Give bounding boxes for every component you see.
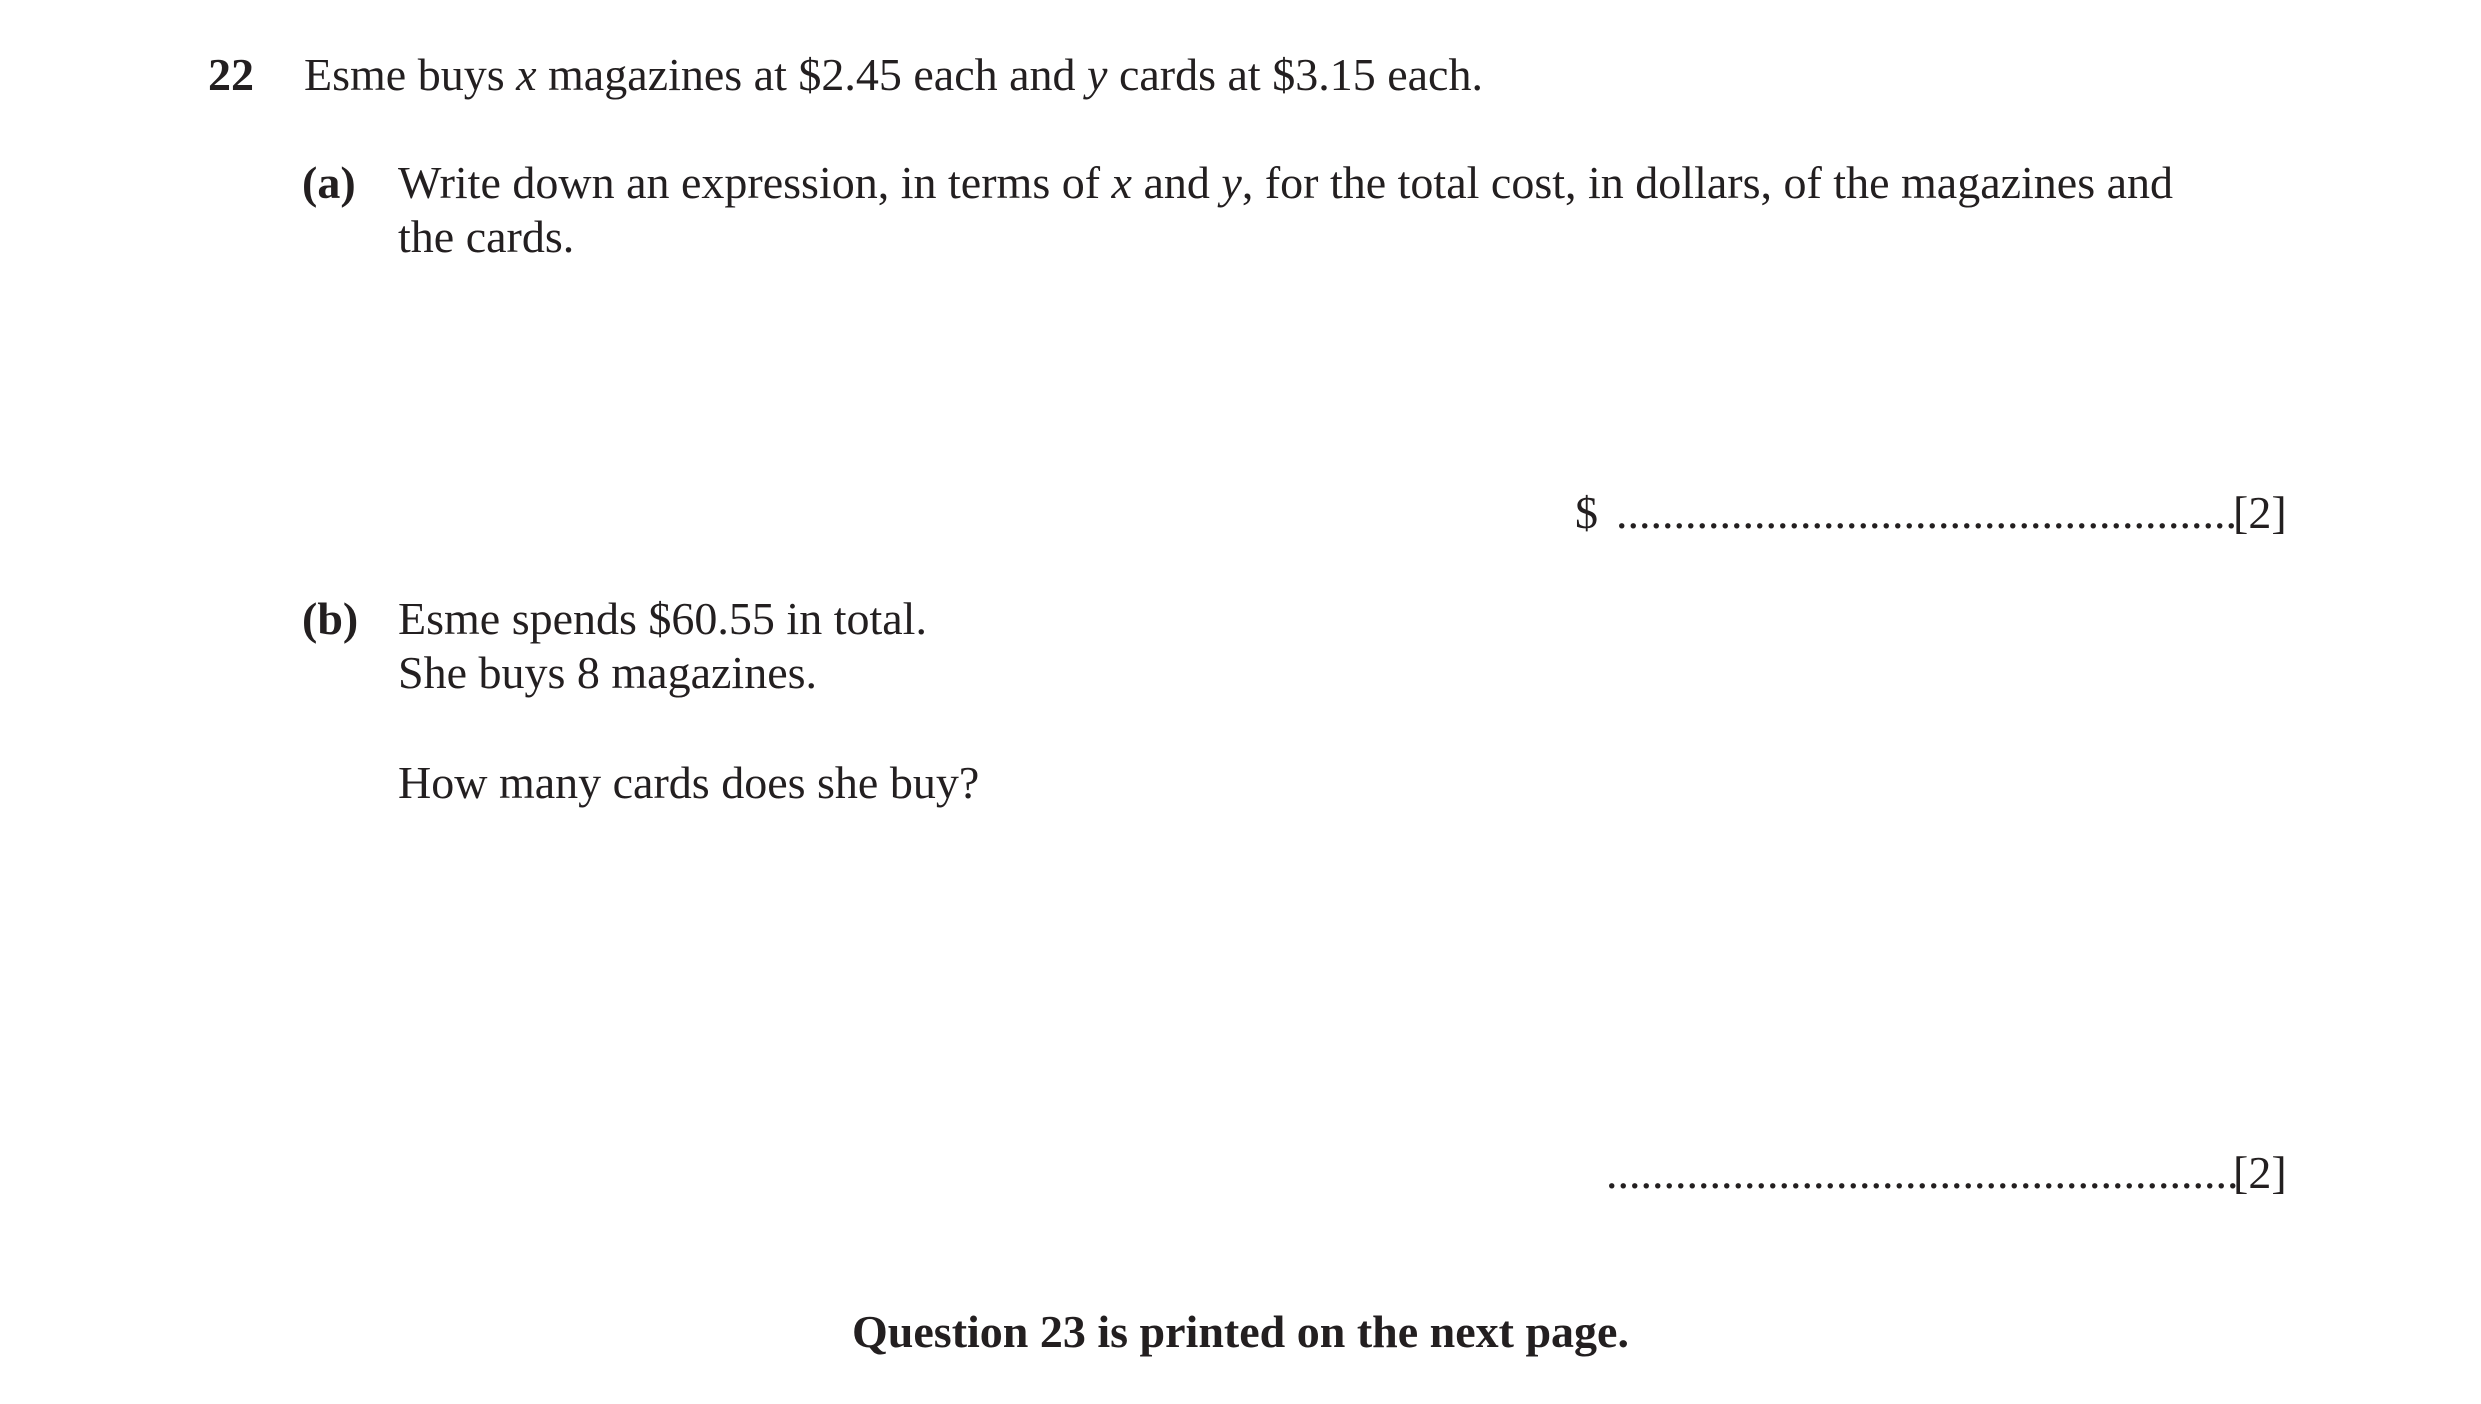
variable-x: x: [516, 49, 537, 100]
stem-text-2: magazines at $2.45 each and: [536, 49, 1088, 100]
variable-x: x: [1111, 157, 1132, 208]
part-b-line-1: Esme spends $60.55 in total.: [398, 593, 927, 644]
part-a-text-3: , for the total cost, in dollars, of the magazines and: [1241, 157, 2174, 208]
part-a-text-2: and: [1131, 157, 1222, 208]
question-stem: [304, 48, 1483, 102]
next-page-note: Question 23 is printed on the next page.: [852, 1306, 1629, 1357]
stem-text-3: cards at $3.15 each.: [1107, 49, 1483, 100]
variable-y: y: [1087, 49, 1108, 100]
part-a-line-2: the cards.: [398, 211, 575, 262]
part-a-marks: [2]: [2233, 487, 2287, 538]
part-a-line-1: [398, 156, 2173, 210]
part-b-line-2: She buys 8 magazines.: [398, 647, 818, 698]
variable-y: y: [1221, 157, 1242, 208]
stem-text-1: Esme buys: [304, 49, 517, 100]
part-a-label: (a): [302, 157, 356, 208]
part-b-answer-line[interactable]: .......................................................: [1606, 1147, 2239, 1198]
question-number: 22: [208, 49, 254, 100]
part-b-question: How many cards does she buy?: [398, 757, 980, 808]
part-a-answer-line[interactable]: ......................................................: [1616, 487, 2237, 538]
part-b-label: (b): [302, 593, 359, 644]
part-a-dollar-sign: $: [1575, 487, 1598, 538]
part-a-text-1: Write down an expression, in terms of: [398, 157, 1112, 208]
part-b-marks: [2]: [2233, 1147, 2287, 1198]
